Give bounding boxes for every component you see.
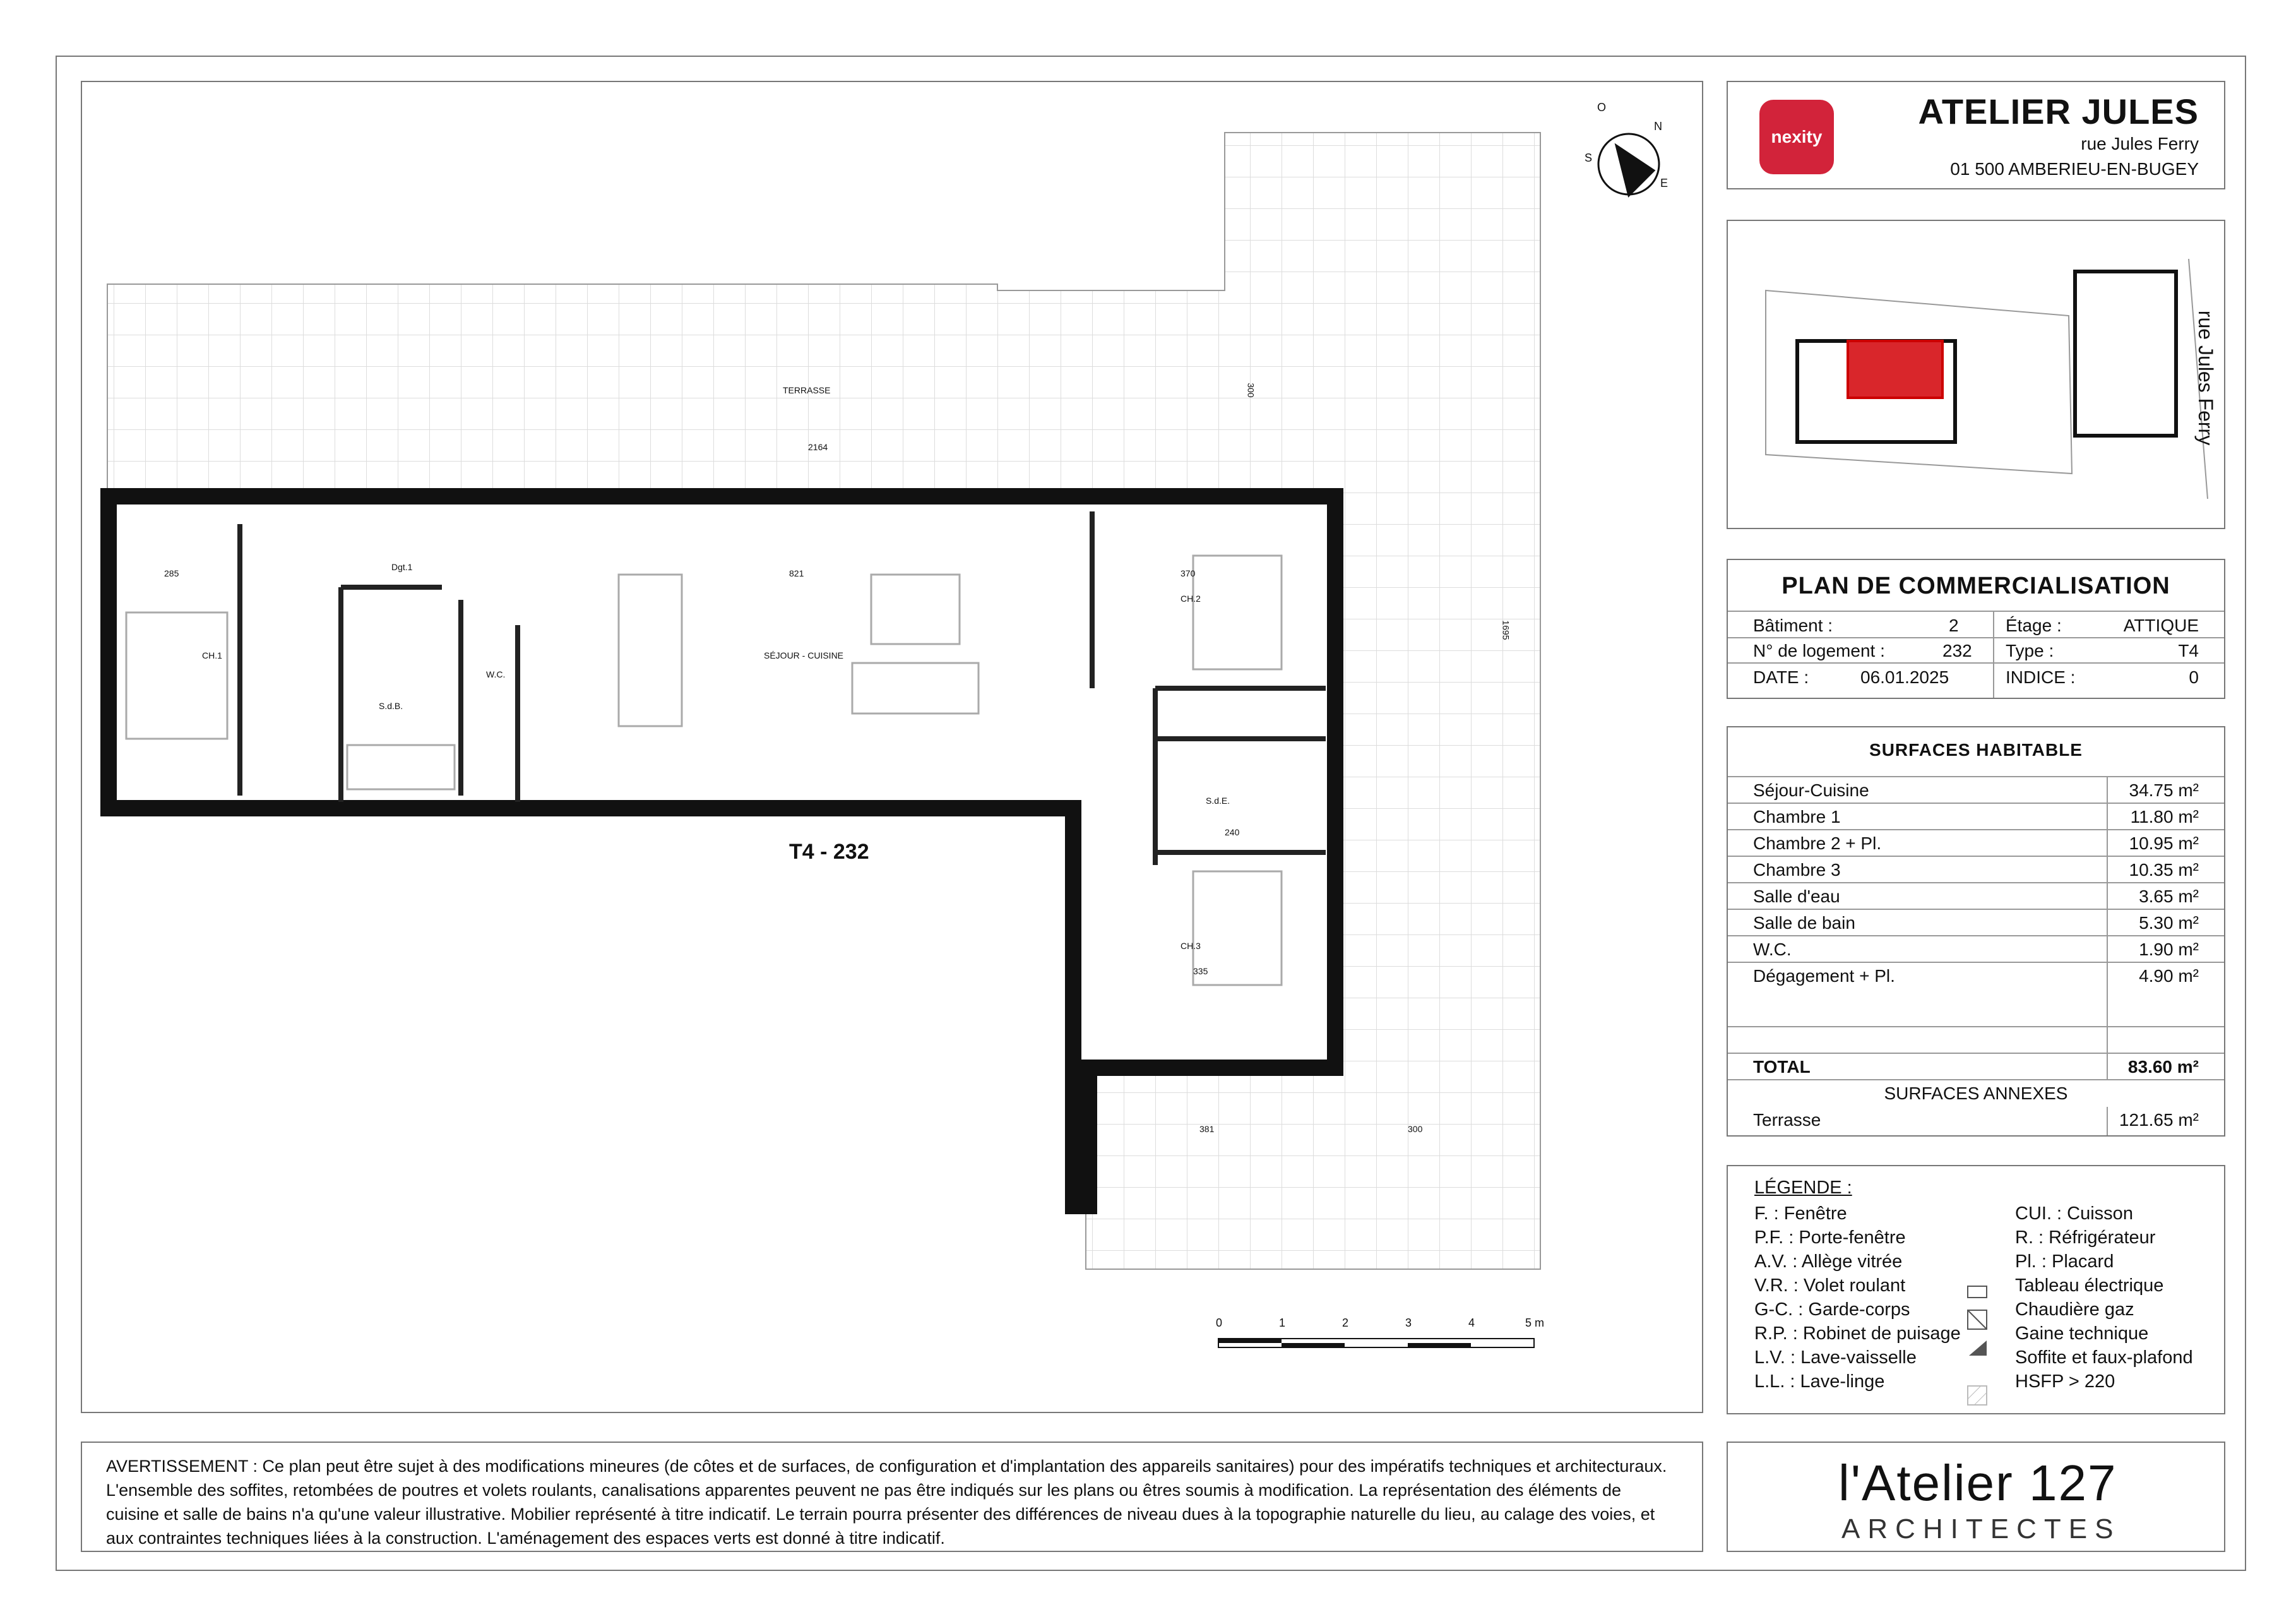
surface-value: 1.90 m² [2139, 940, 2199, 959]
room-label-wc: W.C. [486, 669, 506, 679]
surface-row [1728, 803, 2224, 830]
logement-label: N° de logement : [1753, 641, 1885, 660]
address-line-1: rue Jules Ferry [2081, 134, 2199, 153]
surface-label: W.C. [1753, 940, 1792, 959]
etage-label: Étage : [2006, 616, 2062, 635]
batiment-value: 2 [1949, 616, 1959, 635]
surface-row [1728, 962, 2224, 989]
room-label-sde: S.d.E. [1206, 796, 1230, 806]
floor-plan-panel [81, 81, 1703, 1413]
date-value: 06.01.2025 [1860, 667, 1949, 687]
scale-bar [1218, 1339, 1534, 1347]
surface-value: 10.35 m² [2129, 860, 2199, 880]
location-map-box [1727, 220, 2225, 529]
room-label-sejour: SÉJOUR - CUISINE [764, 650, 844, 660]
legend-item: Pl. : Placard [2015, 1251, 2114, 1272]
brand-logo: nexity [1759, 100, 1834, 174]
compass-n: N [1654, 120, 1662, 133]
legend-item: HSFP > 220 [2015, 1371, 2115, 1392]
scale-tick-0: 0 [1216, 1317, 1223, 1329]
total-label: TOTAL [1753, 1057, 1811, 1077]
header-box [1727, 81, 2225, 189]
room-label-ch2: CH.2 [1181, 594, 1201, 604]
legend-item: Tableau électrique [2015, 1275, 2164, 1296]
dim-240: 240 [1225, 827, 1240, 837]
legend-item: P.F. : Porte-fenêtre [1754, 1227, 1906, 1248]
surface-value: 3.65 m² [2139, 887, 2199, 906]
legend-item: F. : Fenêtre [1754, 1203, 1847, 1224]
date-label: DATE : [1753, 667, 1809, 687]
surface-row [1728, 776, 2224, 804]
legend-right-column [2015, 1202, 2193, 1394]
legend-item: R.P. : Robinet de puisage [1754, 1323, 1961, 1344]
surface-value: 5.30 m² [2139, 913, 2199, 933]
dim-821: 821 [789, 568, 804, 578]
surface-row [1728, 856, 2224, 883]
legend-item: A.V. : Allège vitrée [1754, 1251, 1903, 1272]
surface-label: Chambre 2 + Pl. [1753, 833, 1882, 853]
surface-label: Salle d'eau [1753, 887, 1840, 906]
legend-item: L.V. : Lave-vaisselle [1754, 1347, 1917, 1368]
floor-plan-drawing [82, 82, 1704, 1414]
dim-370: 370 [1181, 568, 1196, 578]
architect-sub: ARCHITECTES [1841, 1514, 2121, 1544]
indice-label: INDICE : [2006, 667, 2076, 687]
plan-title: PLAN DE COMMERCIALISATION [1781, 573, 2170, 599]
room-label-ch3: CH.3 [1181, 941, 1201, 951]
logement-value: 232 [1942, 641, 1972, 660]
terrace-label: TERRASSE [783, 385, 831, 395]
warning-box [81, 1442, 1703, 1552]
indice-value: 0 [2189, 667, 2199, 687]
dim-1695: 1695 [1501, 620, 1511, 640]
legend-box [1727, 1165, 2225, 1414]
surfaces-title: SURFACES HABITABLE [1869, 740, 2083, 760]
architect-box [1727, 1442, 2225, 1552]
surface-value: 10.95 m² [2129, 833, 2199, 853]
warning-text: AVERTISSEMENT : Ce plan peut être sujet à des modifications mineures (de côtes et de surfaces, de configuration et d'implantation des appareils sanitaires) pour des impératifs techniques et architecturaux. L'ensemble des soffites, retombées de poutres et volets roulants, canalisations apparentes peuvent ne pas être indiqués sur les plans ou êtres soumis à modification. La représentation des éléments de cuisine et salle de bains n'a qu'une valeur illustrative. Mobilier représenté à titre indicatif. Le terrain pourra présenter des différences de niveau dues à la topographie naturelle du lieu, au calage des voies, et aux contraintes techniques liées à la construction. L'aménagement des espaces verts est donné à titre indicatif. [106, 1457, 1667, 1548]
scale-tick-3: 3 [1405, 1317, 1412, 1329]
dim-285: 285 [164, 568, 179, 578]
surface-value: 11.80 m² [2130, 807, 2199, 827]
surface-label: Chambre 3 [1753, 860, 1841, 880]
project-title: ATELIER JULES [1918, 92, 2199, 131]
legend-item: CUI. : Cuisson [2015, 1203, 2133, 1224]
scale-tick-2: 2 [1342, 1317, 1349, 1329]
legend-item: L.L. : Lave-linge [1754, 1371, 1885, 1392]
street-label: rue Jules Ferry [2194, 310, 2218, 446]
legend-item: Soffite et faux-plafond [2015, 1347, 2193, 1368]
compass-rose [1598, 134, 1659, 196]
compass-o: O [1597, 101, 1607, 114]
type-label: Type : [2006, 641, 2054, 660]
site-map [1728, 221, 2227, 530]
surface-row [1728, 829, 2224, 857]
room-label-sdb: S.d.B. [379, 701, 403, 711]
legend-item: Chaudière gaz [2015, 1299, 2134, 1320]
unit-label: T4 - 232 [789, 840, 869, 864]
room-label-dgt: Dgt.1 [391, 562, 413, 572]
legend-left-column [1754, 1202, 1961, 1394]
surface-label: Dégagement + Pl. [1753, 966, 1895, 986]
legend-item: Gaine technique [2015, 1323, 2149, 1344]
surface-value: 34.75 m² [2129, 780, 2199, 800]
scale-tick-5: 5 m [1525, 1317, 1545, 1329]
terrasse-label: Terrasse [1753, 1110, 1821, 1130]
dim-300-top: 300 [1246, 383, 1256, 398]
architect-name: l'Atelier 127 [1838, 1455, 2117, 1511]
batiment-label: Bâtiment : [1753, 616, 1833, 635]
legend-title: LÉGENDE : [1754, 1178, 1852, 1198]
scale-tick-1: 1 [1279, 1317, 1286, 1329]
address-line-2: 01 500 AMBERIEU-EN-BUGEY [1950, 159, 2199, 179]
compass-s: S [1585, 152, 1593, 164]
terrasse-value: 121.65 m² [2119, 1110, 2199, 1130]
dim-381: 381 [1199, 1124, 1215, 1134]
etage-value: ATTIQUE [2123, 616, 2199, 635]
type-value: T4 [2178, 641, 2199, 660]
annexes-title: SURFACES ANNEXES [1884, 1084, 2068, 1103]
dim-2164: 2164 [808, 442, 828, 452]
surface-row [1728, 935, 2224, 963]
surface-row [1728, 909, 2224, 936]
dim-300-bottom: 300 [1408, 1124, 1423, 1134]
legend-item: G-C. : Garde-corps [1754, 1299, 1910, 1320]
surfaces-box [1727, 726, 2225, 1137]
plan-info-box [1727, 559, 2225, 699]
furniture [126, 556, 1282, 985]
scale-tick-4: 4 [1468, 1317, 1475, 1329]
surface-value: 4.90 m² [2139, 966, 2199, 986]
legend-item: R. : Réfrigérateur [2015, 1227, 2156, 1248]
surface-label: Chambre 1 [1753, 807, 1841, 827]
compass-e: E [1660, 177, 1668, 189]
dim-335: 335 [1193, 966, 1208, 976]
surface-label: Salle de bain [1753, 913, 1855, 933]
surface-row [1728, 882, 2224, 910]
legend-item: V.R. : Volet roulant [1754, 1275, 1906, 1296]
terrace-area [107, 133, 1540, 1269]
room-label-ch1: CH.1 [202, 650, 222, 660]
total-value: 83.60 m² [2127, 1057, 2199, 1077]
surface-label: Séjour-Cuisine [1753, 780, 1869, 800]
